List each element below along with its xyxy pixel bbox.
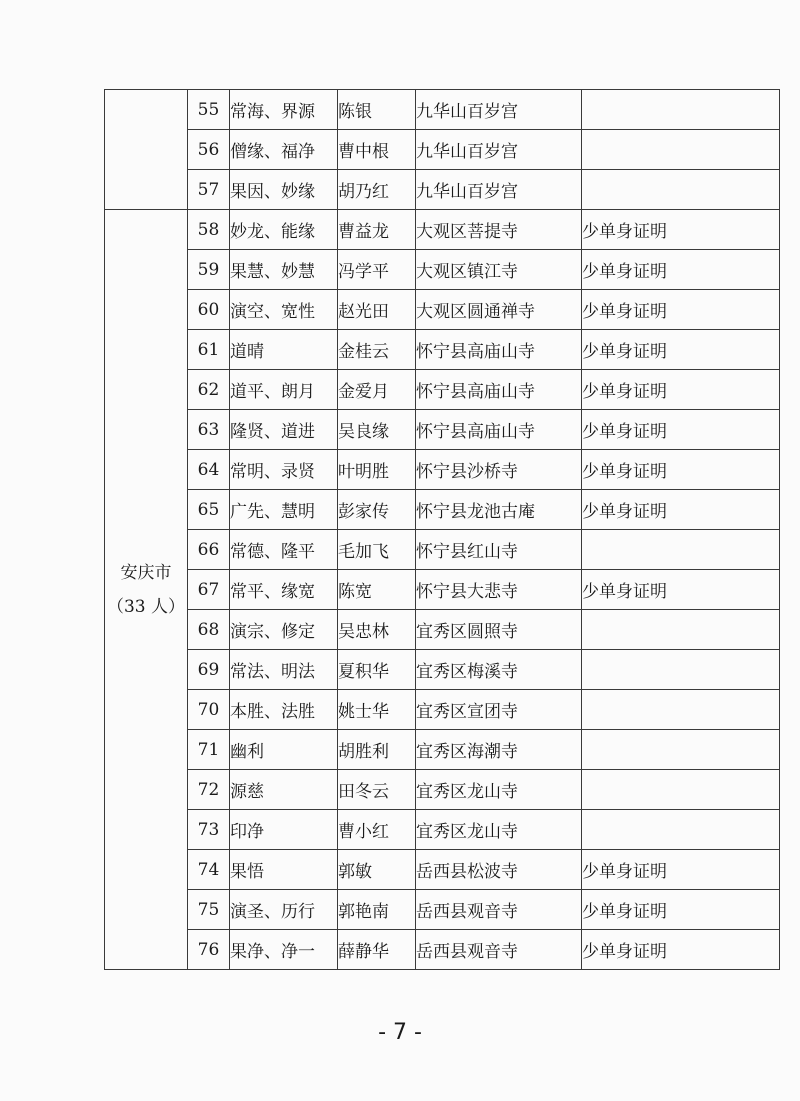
lay-name: 郭艳南 xyxy=(338,890,416,930)
lay-name: 金桂云 xyxy=(338,330,416,370)
remark xyxy=(582,90,780,130)
lay-name: 姚士华 xyxy=(338,690,416,730)
lay-name: 吴良缘 xyxy=(338,410,416,450)
dharma-name: 常法、明法 xyxy=(230,650,338,690)
remark: 少单身证明 xyxy=(582,890,780,930)
dharma-name: 常海、界源 xyxy=(230,90,338,130)
region-cell xyxy=(105,210,188,970)
row-number: 63 xyxy=(188,410,230,450)
remark: 少单身证明 xyxy=(582,410,780,450)
remark xyxy=(582,810,780,850)
remark xyxy=(582,730,780,770)
remark: 少单身证明 xyxy=(582,210,780,250)
dharma-name: 演宗、修定 xyxy=(230,610,338,650)
dharma-name: 广先、慧明 xyxy=(230,490,338,530)
table-row xyxy=(105,730,780,770)
dharma-name: 果悟 xyxy=(230,850,338,890)
remark xyxy=(582,130,780,170)
remark xyxy=(582,690,780,730)
lay-name: 金爱月 xyxy=(338,370,416,410)
lay-name: 田冬云 xyxy=(338,770,416,810)
remark xyxy=(582,170,780,210)
table-row xyxy=(105,530,780,570)
dharma-name: 演圣、历行 xyxy=(230,890,338,930)
remark xyxy=(582,650,780,690)
dharma-name: 常平、缘宽 xyxy=(230,570,338,610)
row-number: 58 xyxy=(188,210,230,250)
dharma-name: 道晴 xyxy=(230,330,338,370)
temple-name: 怀宁县高庙山寺 xyxy=(416,370,582,410)
temple-name: 宜秀区宣团寺 xyxy=(416,690,582,730)
dharma-name: 隆贤、道进 xyxy=(230,410,338,450)
lay-name: 陈银 xyxy=(338,90,416,130)
row-number: 73 xyxy=(188,810,230,850)
dharma-name: 果净、净一 xyxy=(230,930,338,970)
temple-name: 宜秀区龙山寺 xyxy=(416,810,582,850)
dharma-name: 常德、隆平 xyxy=(230,530,338,570)
remark: 少单身证明 xyxy=(582,490,780,530)
temple-name: 宜秀区圆照寺 xyxy=(416,610,582,650)
temple-name: 怀宁县高庙山寺 xyxy=(416,410,582,450)
row-number: 69 xyxy=(188,650,230,690)
dharma-name: 果因、妙缘 xyxy=(230,170,338,210)
dharma-name: 妙龙、能缘 xyxy=(230,210,338,250)
table-row xyxy=(105,810,780,850)
lay-name: 薛静华 xyxy=(338,930,416,970)
table-row xyxy=(105,490,780,530)
lay-name: 郭敏 xyxy=(338,850,416,890)
row-number: 67 xyxy=(188,570,230,610)
remark: 少单身证明 xyxy=(582,330,780,370)
row-number: 65 xyxy=(188,490,230,530)
lay-name: 吴忠林 xyxy=(338,610,416,650)
roster-body xyxy=(105,90,780,970)
dharma-name: 僧缘、福净 xyxy=(230,130,338,170)
table-row xyxy=(105,330,780,370)
dharma-name: 道平、朗月 xyxy=(230,370,338,410)
dharma-name: 常明、录贤 xyxy=(230,450,338,490)
dharma-name: 源慈 xyxy=(230,770,338,810)
table-row xyxy=(105,130,780,170)
remark: 少单身证明 xyxy=(582,930,780,970)
temple-name: 怀宁县红山寺 xyxy=(416,530,582,570)
temple-name: 怀宁县沙桥寺 xyxy=(416,450,582,490)
table-row xyxy=(105,90,780,130)
lay-name: 赵光田 xyxy=(338,290,416,330)
dharma-name: 演空、宽性 xyxy=(230,290,338,330)
table-row xyxy=(105,170,780,210)
lay-name: 毛加飞 xyxy=(338,530,416,570)
table-row xyxy=(105,930,780,970)
region-cell xyxy=(105,90,188,210)
row-number: 76 xyxy=(188,930,230,970)
table-row xyxy=(105,850,780,890)
lay-name: 陈宽 xyxy=(338,570,416,610)
temple-name: 宜秀区龙山寺 xyxy=(416,770,582,810)
remark: 少单身证明 xyxy=(582,250,780,290)
table-row xyxy=(105,650,780,690)
lay-name: 夏积华 xyxy=(338,650,416,690)
dharma-name: 果慧、妙慧 xyxy=(230,250,338,290)
table-row xyxy=(105,210,780,250)
remark xyxy=(582,530,780,570)
row-number: 68 xyxy=(188,610,230,650)
table-row xyxy=(105,610,780,650)
row-number: 57 xyxy=(188,170,230,210)
remark: 少单身证明 xyxy=(582,290,780,330)
temple-name: 大观区镇江寺 xyxy=(416,250,582,290)
temple-name: 岳西县观音寺 xyxy=(416,930,582,970)
ordination-roster-table xyxy=(104,89,780,970)
row-number: 56 xyxy=(188,130,230,170)
temple-name: 岳西县观音寺 xyxy=(416,890,582,930)
row-number: 60 xyxy=(188,290,230,330)
table-row xyxy=(105,890,780,930)
region-count: （33 人） xyxy=(106,596,186,617)
lay-name: 冯学平 xyxy=(338,250,416,290)
temple-name: 九华山百岁宫 xyxy=(416,90,582,130)
row-number: 72 xyxy=(188,770,230,810)
row-number: 61 xyxy=(188,330,230,370)
row-number: 70 xyxy=(188,690,230,730)
temple-name: 大观区菩提寺 xyxy=(416,210,582,250)
row-number: 66 xyxy=(188,530,230,570)
row-number: 74 xyxy=(188,850,230,890)
lay-name: 叶明胜 xyxy=(338,450,416,490)
table-row xyxy=(105,250,780,290)
lay-name: 胡胜利 xyxy=(338,730,416,770)
remark: 少单身证明 xyxy=(582,570,780,610)
remark: 少单身证明 xyxy=(582,850,780,890)
table-row xyxy=(105,450,780,490)
remark xyxy=(582,610,780,650)
temple-name: 宜秀区海潮寺 xyxy=(416,730,582,770)
temple-name: 九华山百岁宫 xyxy=(416,130,582,170)
table-row xyxy=(105,570,780,610)
temple-name: 怀宁县龙池古庵 xyxy=(416,490,582,530)
dharma-name: 印净 xyxy=(230,810,338,850)
lay-name: 曹益龙 xyxy=(338,210,416,250)
remark: 少单身证明 xyxy=(582,370,780,410)
dharma-name: 幽利 xyxy=(230,730,338,770)
remark xyxy=(582,770,780,810)
table-row xyxy=(105,410,780,450)
table-row xyxy=(105,370,780,410)
lay-name: 胡乃红 xyxy=(338,170,416,210)
remark: 少单身证明 xyxy=(582,450,780,490)
temple-name: 大观区圆通禅寺 xyxy=(416,290,582,330)
dharma-name: 本胜、法胜 xyxy=(230,690,338,730)
temple-name: 宜秀区梅溪寺 xyxy=(416,650,582,690)
temple-name: 怀宁县大悲寺 xyxy=(416,570,582,610)
row-number: 64 xyxy=(188,450,230,490)
row-number: 62 xyxy=(188,370,230,410)
temple-name: 怀宁县高庙山寺 xyxy=(416,330,582,370)
temple-name: 岳西县松波寺 xyxy=(416,850,582,890)
table-row xyxy=(105,690,780,730)
page-number: - 7 - xyxy=(378,1020,422,1045)
row-number: 71 xyxy=(188,730,230,770)
region-name: 安庆市 xyxy=(120,562,172,583)
lay-name: 彭家传 xyxy=(338,490,416,530)
table-row xyxy=(105,290,780,330)
lay-name: 曹中根 xyxy=(338,130,416,170)
row-number: 75 xyxy=(188,890,230,930)
row-number: 55 xyxy=(188,90,230,130)
lay-name: 曹小红 xyxy=(338,810,416,850)
row-number: 59 xyxy=(188,250,230,290)
temple-name: 九华山百岁宫 xyxy=(416,170,582,210)
table-row xyxy=(105,770,780,810)
